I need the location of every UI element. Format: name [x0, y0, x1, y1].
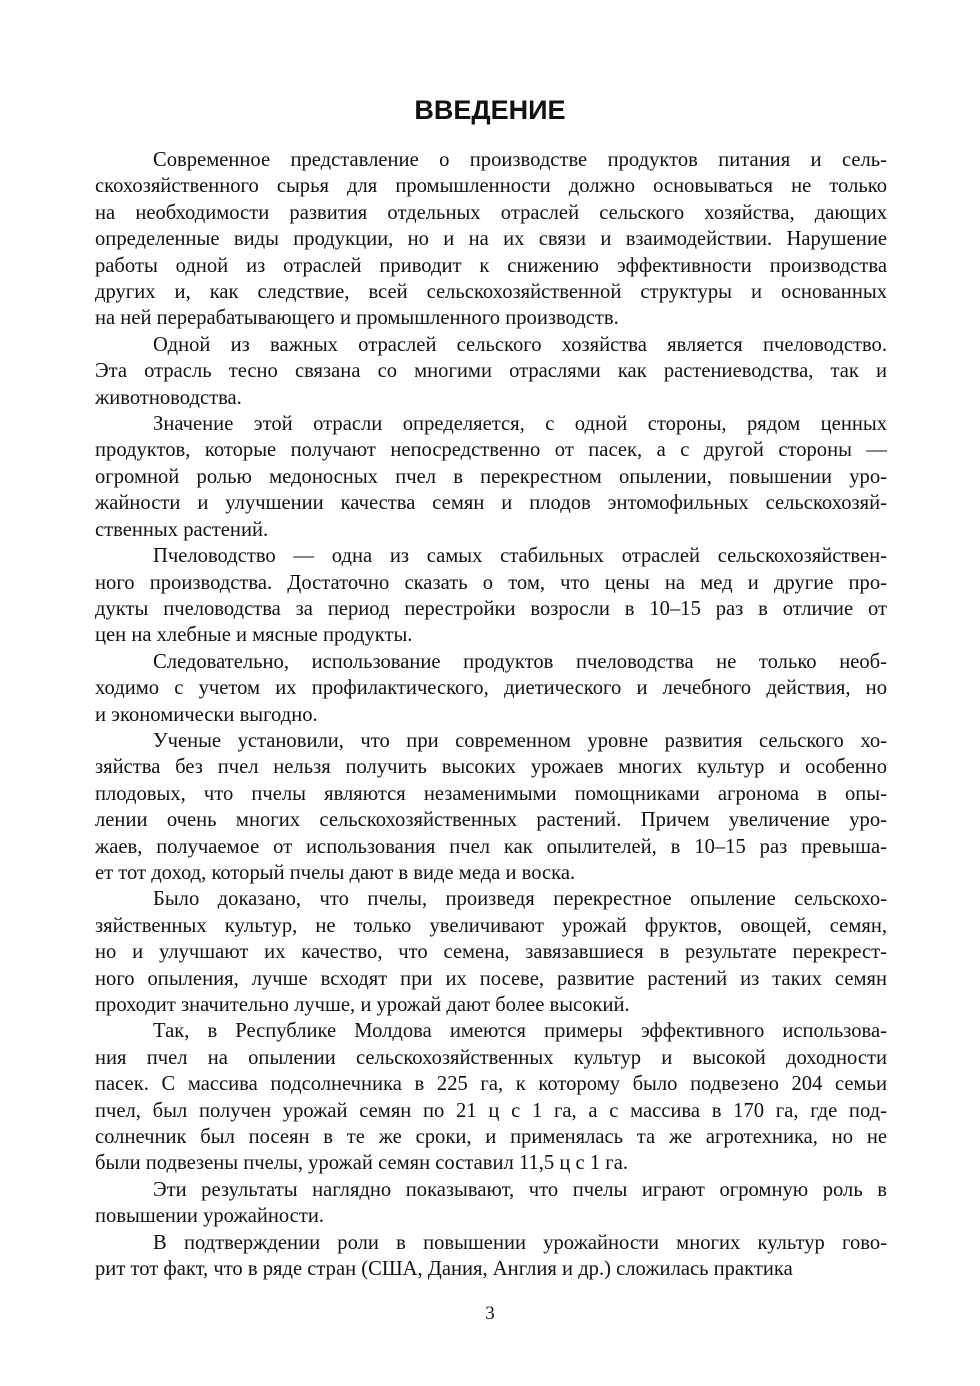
paragraph-line: зяйственных культур, не только увеличивают урожай фруктов, овощей, семян,: [95, 914, 887, 937]
paragraph: [95, 332, 887, 411]
paragraph-line: Следовательно, использование продуктов пчеловодства не только необ-: [153, 650, 887, 673]
paragraph-line: ного производства. Достаточно сказать о том, что цены на мед и другие про-: [95, 571, 887, 594]
paragraph-line: жайности и улучшении качества семян и плодов энтомофильных сельскохозяй-: [95, 492, 887, 515]
paragraph-line: скохозяйственного сырья для промышленности должно основываться не только: [95, 175, 887, 198]
paragraph-line: животноводства.: [95, 386, 242, 409]
paragraph-line: ния пчел на опылении сельскохозяйственных культур и высокой доходности: [95, 1046, 887, 1069]
page-number: 3: [485, 1303, 495, 1324]
paragraph-line: Значение этой отрасли определяется, с одной стороны, рядом ценных: [153, 413, 887, 436]
paragraph-line: Эта отрасль тесно связана со многими отраслями как растениеводства, так и: [95, 360, 887, 383]
paragraph-line: определенные виды продукции, но и на их связи и взаимодействии. Нарушение: [95, 228, 887, 251]
paragraph-line: работы одной из отраслей приводит к снижению эффективности производства: [95, 254, 887, 277]
paragraph-line: дукты пчеловодства за период перестройки возросли в 10–15 раз в отличие от: [95, 597, 887, 620]
paragraph-line: других и, как следствие, всей сельскохозяйственной структуры и основанных: [95, 281, 887, 304]
paragraph-line: зяйства без пчел нельзя получить высоких урожаев многих культур и особенно: [95, 756, 887, 779]
paragraph-line: Эти результаты наглядно показывают, что пчелы играют огромную роль в: [153, 1178, 887, 1201]
paragraph-line: В подтверждении роли в повышении урожайности многих культур гово-: [153, 1231, 887, 1254]
paragraph: [95, 1230, 887, 1283]
paragraph-line: пасек. С массива подсолнечника в 225 га, к которому было подвезено 204 семьи: [95, 1073, 887, 1096]
paragraph: [95, 886, 887, 1018]
paragraph-line: огромной ролью медоносных пчел в перекрестном опылении, повышении уро-: [95, 465, 887, 488]
paragraph: [95, 1018, 887, 1176]
paragraph-line: ственных растений.: [95, 518, 269, 541]
paragraph-line: плодовых, что пчелы являются незаменимыми помощниками агронома в опы-: [95, 782, 887, 805]
paragraph-line: лении очень многих сельскохозяйственных растений. Причем увеличение уро-: [95, 809, 887, 832]
paragraph-line: цен на хлебные и мясные продукты.: [95, 624, 413, 647]
body-text: [95, 147, 887, 1282]
paragraph-line: рит тот факт, что в ряде стран (США, Дания, Англия и др.) сложилась практика: [95, 1258, 793, 1281]
paragraph-line: на необходимости развития отдельных отраслей сельского хозяйства, дающих: [95, 201, 887, 224]
paragraph: [95, 1177, 887, 1230]
paragraph-line: Одной из важных отраслей сельского хозяйства является пчеловодство.: [153, 333, 887, 356]
paragraph: [95, 543, 887, 649]
paragraph-line: Было доказано, что пчелы, произведя перекрестное опыление сельскохо-: [153, 888, 887, 911]
page-title: ВВЕДЕНИЕ: [414, 95, 566, 125]
paragraph-line: жаев, получаемое от использования пчел как опылителей, в 10–15 раз превыша-: [95, 835, 887, 858]
paragraph-line: ет тот доход, который пчелы дают в виде меда и воска.: [95, 861, 576, 884]
paragraph-line: были подвезены пчелы, урожай семян составил 11,5 ц с 1 га.: [95, 1152, 629, 1175]
paragraph-line: повышении урожайности.: [95, 1205, 324, 1228]
paragraph: [95, 649, 887, 728]
paragraph-line: продуктов, которые получают непосредственно от пасек, а с другой стороны —: [95, 439, 887, 462]
paragraph-line: Ученые установили, что при современном уровне развития сельского хо-: [153, 729, 887, 752]
paragraph-line: пчел, был получен урожай семян по 21 ц с 1 га, а с массива в 170 га, где под-: [95, 1099, 887, 1122]
paragraph-line: на ней перерабатывающего и промышленного производств.: [95, 307, 619, 330]
paragraph-line: но и улучшают их качество, что семена, завязавшиеся в результате перекрест-: [95, 941, 887, 964]
paragraph-line: проходит значительно лучше, и урожай дают более высокий.: [95, 994, 630, 1016]
paragraph-line: ходимо с учетом их профилактического, диетического и лечебного действия, но: [95, 677, 887, 700]
paragraph-line: Пчеловодство — одна из самых стабильных отраслей сельскохозяйствен-: [153, 545, 887, 568]
paragraph-line: Так, в Республике Молдова имеются примеры эффективного использова-: [153, 1020, 887, 1043]
paragraph: [95, 728, 887, 886]
paragraph: [95, 411, 887, 543]
paragraph-line: ного опыления, лучше всходят при их посеве, развитие растений из таких семян: [95, 967, 887, 990]
paragraph-line: солнечник был посеян в те же сроки, и применялась та же агротехника, но не: [95, 1126, 887, 1149]
paragraph: [95, 147, 887, 332]
paragraph-line: и экономически выгодно.: [95, 703, 318, 726]
paragraph-line: Современное представление о производстве продуктов питания и сель-: [153, 149, 887, 171]
